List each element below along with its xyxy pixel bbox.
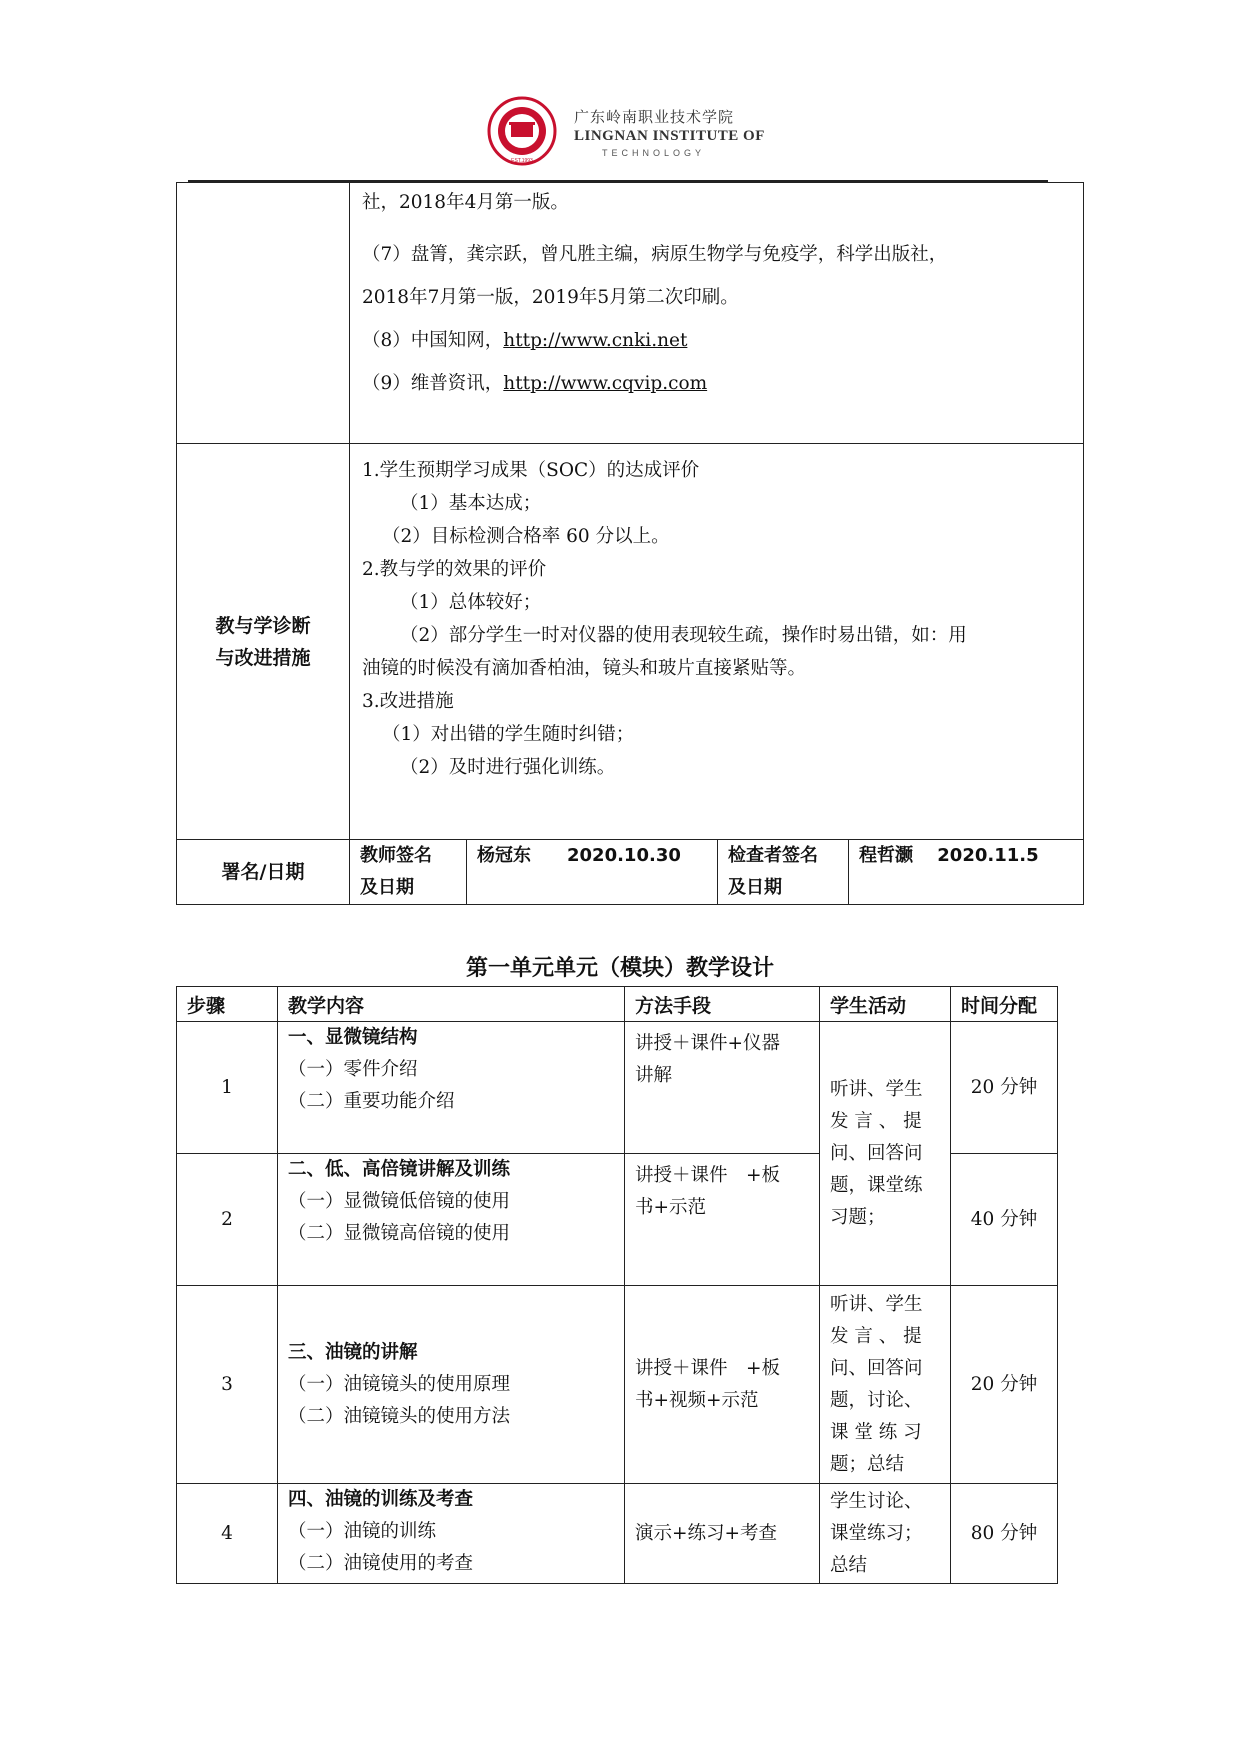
activity-line: 习题；: [830, 1206, 886, 1228]
activity-line: 题，讨论、: [830, 1389, 923, 1411]
step-number: 1: [177, 1022, 278, 1154]
reference-9-text: （9）维普资讯，: [362, 373, 504, 394]
course-info-table: [176, 182, 1084, 905]
diagnosis-label-line2: 与改进措施: [215, 646, 311, 669]
activity-line: 课 堂 练 习: [830, 1421, 922, 1443]
signature-row: [177, 840, 1084, 905]
reference-line: （7）盘箐，龚宗跃，曾凡胜主编，病原生物学与免疫学，科学出版社，: [362, 244, 948, 265]
step-item: （一）油镜的训练: [288, 1521, 437, 1542]
activity-line: 听讲、学生: [830, 1078, 923, 1100]
activity-line: 题，课堂练: [830, 1174, 923, 1196]
checker-label-line1: 检查者签名: [728, 845, 818, 866]
step-item: （一）显微镜低倍镜的使用: [288, 1191, 511, 1212]
method-line: 书+视频+示范: [635, 1389, 759, 1411]
step-time: 40 分钟: [951, 1154, 1058, 1286]
diagnosis-line: （1）基本达成；: [400, 493, 542, 514]
header-time: 时间分配: [951, 987, 1058, 1022]
step-method: [625, 1154, 820, 1286]
activity-line: 听讲、学生: [830, 1293, 923, 1315]
references-label-cell: [177, 183, 350, 444]
step-heading: 一、显微镜结构: [288, 1027, 418, 1048]
method-line: 讲授＋课件 +板: [635, 1357, 781, 1379]
step-activity-merged: [820, 1022, 951, 1286]
activity-line: 总结: [830, 1554, 868, 1576]
step-item: （二）显微镜高倍镜的使用: [288, 1223, 511, 1244]
step-activity: [820, 1286, 951, 1484]
teacher-signature-label: [350, 840, 467, 905]
activity-line: 学生讨论、: [830, 1490, 923, 1512]
reference-8-text: （8）中国知网，: [362, 330, 504, 351]
step-content: [278, 1154, 625, 1286]
diagnosis-line: 2.教与学的效果的评价: [362, 559, 547, 580]
design-row-1: [177, 1022, 1058, 1154]
header-step: 步骤: [177, 987, 278, 1022]
diagnosis-line: 3.改进措施: [362, 691, 454, 712]
step-item: （一）零件介绍: [288, 1059, 418, 1080]
step-item: （二）油镜镜头的使用方法: [288, 1405, 511, 1427]
method-line: 讲授＋课件+仪器: [635, 1033, 781, 1054]
page-header: [0, 92, 1240, 172]
reference-8: [362, 319, 1071, 362]
diagnosis-line: （2）目标检测合格率 60 分以上。: [382, 526, 670, 547]
step-heading: 二、低、高倍镜讲解及训练: [288, 1159, 511, 1180]
step-number: 4: [177, 1484, 278, 1584]
references-cell: [350, 183, 1084, 444]
teacher-label-line1: 教师签名: [360, 845, 432, 866]
diagnosis-line: （1）总体较好；: [400, 592, 542, 613]
diagnosis-label-line1: 教与学诊断: [215, 614, 311, 637]
diagnosis-cell: [350, 444, 1084, 840]
step-item: （二）重要功能介绍: [288, 1091, 455, 1112]
step-method: [625, 1286, 820, 1484]
step-method: [625, 1484, 820, 1584]
diagnosis-line: （2）及时进行强化训练。: [400, 757, 616, 778]
activity-line: 发 言 、 提: [830, 1110, 922, 1132]
design-header-row: [177, 987, 1058, 1022]
diagnosis-line: （2）部分学生一时对仪器的使用表现较生疏，操作时易出错，如：用: [400, 625, 967, 646]
step-time: 20 分钟: [951, 1022, 1058, 1154]
checker-signature-label: [718, 840, 849, 905]
diagnosis-line: （1）对出错的学生随时纠错；: [382, 724, 635, 745]
unit-design-table: [176, 986, 1058, 1584]
step-number: 3: [177, 1286, 278, 1484]
activity-line: 问、回答问: [830, 1357, 923, 1379]
diagnosis-line: 油镜的时候没有滴加香柏油，镜头和玻片直接紧贴等。: [362, 658, 807, 679]
teacher-signature-value: 杨冠东 2020.10.30: [467, 840, 718, 905]
step-content: [278, 1022, 625, 1154]
header-activity: 学生活动: [820, 987, 951, 1022]
step-content: [278, 1286, 625, 1484]
signature-label: 署名/日期: [177, 840, 350, 905]
cnki-link[interactable]: http://www.cnki.net: [503, 330, 688, 351]
reference-line: 社，2018年4月第一版。: [362, 192, 569, 213]
step-activity: [820, 1484, 951, 1584]
checker-label-line2: 及日期: [728, 877, 782, 898]
checker-signature-value: 程哲灏 2020.11.5: [849, 840, 1084, 905]
step-number: 2: [177, 1154, 278, 1286]
brand-name-en-sub: TECHNOLOGY: [602, 148, 706, 158]
brand-name-en: LINGNAN INSTITUTE OF: [574, 128, 765, 144]
teacher-label-line2: 及日期: [360, 877, 414, 898]
svg-text:EST.1993: EST.1993: [511, 158, 533, 164]
diagnosis-row: [177, 444, 1084, 840]
design-row-3: [177, 1286, 1058, 1484]
step-heading: 三、油镜的讲解: [288, 1341, 418, 1363]
step-content: [278, 1484, 625, 1584]
method-line: 讲解: [635, 1065, 673, 1086]
activity-line: 课堂练习；: [830, 1522, 923, 1544]
school-logo-icon: [487, 96, 557, 166]
unit-design-title: 第一单元单元（模块）教学设计: [465, 956, 774, 981]
diagnosis-line: 1.学生预期学习成果（SOC）的达成评价: [362, 460, 700, 481]
activity-line: 发 言 、 提: [830, 1325, 922, 1347]
reference-line: 2018年7月第一版，2019年5月第二次印刷。: [362, 287, 739, 308]
step-item: （二）油镜使用的考查: [288, 1553, 474, 1574]
diagnosis-label: [177, 444, 350, 840]
method-line: 书+示范: [635, 1197, 707, 1218]
activity-line: 题；总结: [830, 1453, 905, 1475]
header-content: 教学内容: [278, 987, 625, 1022]
method-line: 讲授＋课件 +板: [635, 1165, 781, 1186]
activity-line: 问、回答问: [830, 1142, 923, 1164]
step-method: [625, 1022, 820, 1154]
header-method: 方法手段: [625, 987, 820, 1022]
brand-name-cn: 广东岭南职业技术学院: [574, 108, 735, 126]
method-line: 演示+练习+考查: [635, 1522, 778, 1544]
references-row: [177, 183, 1084, 444]
design-row-4: [177, 1484, 1058, 1584]
cqvip-link[interactable]: http://www.cqvip.com: [503, 373, 708, 394]
reference-9: [362, 362, 1071, 405]
step-item: （一）油镜镜头的使用原理: [288, 1373, 511, 1395]
step-time: 20 分钟: [951, 1286, 1058, 1484]
step-time: 80 分钟: [951, 1484, 1058, 1584]
step-heading: 四、油镜的训练及考查: [288, 1489, 474, 1510]
